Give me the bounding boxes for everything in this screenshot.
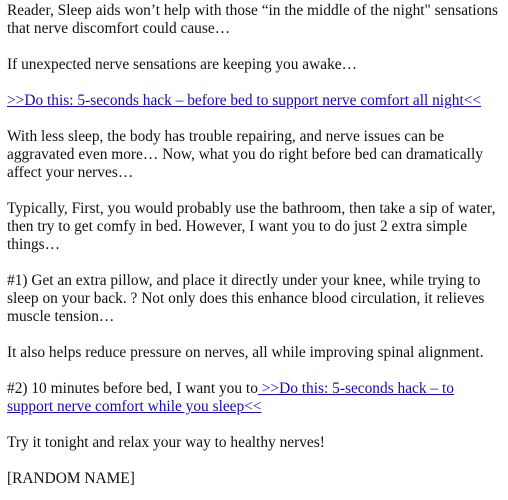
hook-paragraph: If unexpected nerve sensations are keeping you awake… [7,56,357,73]
closing-paragraph: Try it tonight and relax your way to healthy nerves! [7,434,325,451]
cta-link-2[interactable]: >>Do this: 5-seconds hack – to support nerve comfort while you sleep<< [7,380,454,415]
cta-link-paragraph [7,92,500,110]
cta-link-1[interactable]: >>Do this: 5-seconds hack – before bed to support nerve comfort all night<< [7,92,482,109]
routine-paragraph: Typically, First, you would probably use the bathroom, then take a sip of water, then try to get comfy in bed. However, I want you to do just 2 extra simple things… [7,200,496,253]
tip-one-paragraph: #1) Get an extra pillow, and place it directly under your knee, while trying to sleep on your back. ? Not only does this enhance blood circulation, it relieves muscle tension… [7,272,485,325]
tip-two-text: #2) 10 minutes before bed, I want you to [7,380,258,397]
intro-paragraph: Reader, Sleep aids won’t help with those “in the middle of the night" sensations that nerve discomfort could cause… [7,2,498,37]
tip-two-paragraph [7,380,500,416]
sleep-paragraph: With less sleep, the body has trouble repairing, and nerve issues can be aggravated even more… Now, what you do right before bed can dramatically affect your nerves… [7,128,483,181]
pressure-paragraph: It also helps reduce pressure on nerves, all while improving spinal alignment. [7,344,484,361]
signature: [RANDOM NAME] [7,470,135,487]
